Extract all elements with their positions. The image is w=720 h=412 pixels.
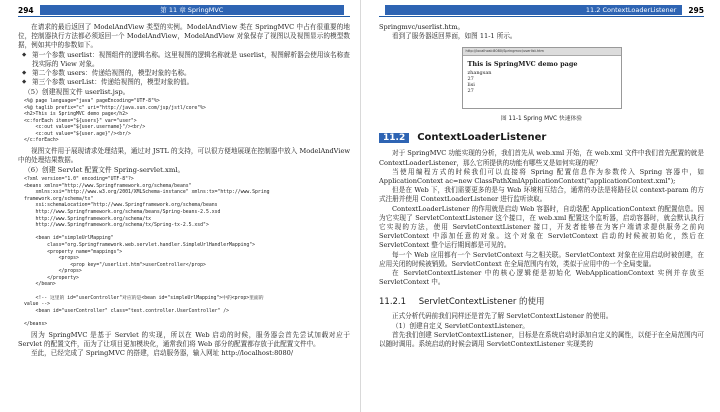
left-running-head (18, 4, 350, 17)
body-paragraph: （1）创建自定义 ServletContextListener。 (392, 321, 529, 330)
figure-caption: 图 11-1 Spring MVC 快速体验 (500, 116, 583, 123)
demo-line: 27 (467, 88, 474, 95)
body-paragraph: ContextLoaderListener 的作用就是启动 Web 容器时，自动装配 ApplicationContext 的配置信息。因为它实现了 ServletContextListener 这个接口，在 web.xml 配置这个监听器，启动容器时，就会默认执行它实现的方法，使用 ServletContextListener 接口，开发者能够在为客户端请求提供服务之前向 ServletContext 中添加任意的对象。这个对象在 ServletContext 启动的时候被初始化，然后在 ServletContext 整个运行期间都是可见的。 (379, 204, 704, 250)
browser-content (463, 56, 621, 108)
section-number: 11.2 (379, 133, 409, 143)
demo-page-title: This is SpringMVC demo page (467, 60, 578, 69)
left-chapter-title: 第 11 章 SpringMVC (40, 5, 344, 15)
view-paragraph: 视图文件用于展现请求处理结果，通过对 JSTL 的支持，可以很方便地展现在控制器中放入 ModelAndView 中的处理结果数据。 (18, 147, 350, 165)
demo-line: zhangsan (467, 70, 492, 77)
body-paragraph: 正式分析代码前我们同样还是首先了解 ServletContextListener 的使用。 (392, 312, 613, 321)
subsection-title: ServletContextListener 的使用 (418, 297, 545, 308)
browser-screenshot (462, 47, 622, 109)
subsection-number: 11.2.1 (379, 297, 407, 308)
right-running-head (379, 4, 704, 17)
body-paragraph: 每一个 Web 应用都有一个 ServletContext 与之相关联。ServletContext 对象在应用启动时被创建，在应用关闭的时候被销毁。ServletContext 在全局范围内有效，类似于应用中的一个全局变量。 (379, 250, 704, 268)
browser-address-bar: http://localhost:8080/Springmvc/userlist.htm (463, 48, 621, 56)
parameter-list (18, 51, 350, 88)
left-page-number: 294 (18, 5, 34, 15)
subsection-heading (379, 295, 704, 307)
intro-paragraph: 在请求的最后返回了 ModelAndView 类型的实例。ModelAndView 类在 SpringMVC 中占有很重要的地位，控制器执行方法都必须返回一个 ModelAndView，ModelAndView 对象保存了视图以及视图显示的模型数据，例如其中的参数如下。 (18, 23, 350, 50)
list-item: ◆ 第一个参数 userlist：视图组件的逻辑名称。这里视图的逻辑名称就是 userlist，视图解析器会使用该名称查找实际的 View 对象。 (32, 51, 350, 69)
list-item: ◆ 第二个参数 users：传递给视图的，模型对象的名称。 (32, 69, 350, 78)
body-paragraph: 在 ServletContextListener 中的核心逻辑便是初始化 WebApplicationContext 实例并存放至 ServletContext 中。 (379, 269, 704, 287)
step-6-heading: （6）创建 Servlet 配置文件 Spring-servlet.xml。 (24, 166, 185, 175)
right-page (360, 0, 720, 412)
figure-11-1 (462, 47, 622, 122)
body-paragraph: 但是在 Web 下，我们需要更多的是与 Web 环境相互结合，通常的办法是将路径以 context-param 的方式注册并使用 ContextLoaderListener 进行监听读取。 (379, 186, 704, 204)
body-paragraph: 当使用编程方式的时候我们可以直接将 Spring 配置信息作为参数传入 Spring 容器中，如 ApplicationContext ac=new ClassPathXmlApplicationContext("applicationContext.xml"); (379, 167, 704, 186)
demo-line: 27 (467, 76, 474, 83)
step-5-heading: （5）创建视图文件 userlist.jsp。 (24, 88, 130, 97)
demo-line: lisi (467, 82, 475, 89)
right-section-title: 11.2 ContextLoaderListener (385, 5, 682, 15)
body-paragraph: 首先我们创建 ServletContextListener，目标是在系统启动时添加自定义的属性，以便于在全局范围内可以随时调用。系统启动的时候会调用 ServletContextListener 实现类的 (379, 330, 704, 349)
body-paragraph: 对于 SpringMVC 功能实现的分析，我们首先从 web.xml 开始，在 web.xml 文件中我们首先配置的就是 ContextLoaderListener，那么它所提供的功能有哪些又是如何实现的呢？ (379, 149, 704, 167)
closing-paragraph: 至此，已经完成了 SpringMVC 的搭建，启动服务器，输入网址 http://localhost:8080/ (31, 349, 294, 358)
section-title: ContextLoaderListener (417, 132, 547, 144)
list-item: ◆ 第三个参数 userList：传递给视图的，模型对象的值。 (32, 78, 350, 87)
servlet-paragraph: 因为 SpringMVC 是基于 Servlet 的实现，所以在 Web 启动的时候，服务器会首先尝试加载对应于 Servlet 的配置文件，而为了让项目更加模块化，通常我们将 Web 部分的配置都存放于此配置文件中。 (18, 330, 350, 348)
jsp-code-block: <%@ page language="java" pageEncoding="UTF-8"%> <%@ taglib prefix="c" uri="http://java.sun.com/jsp/jstl/core"%> <h2>This is SpringMVC demo page</h2> <c:forEach items="${users}" var="user"> <c:out value="${user.username}"/><br/> <c:out value="${user.age}"/><br/> </c:forEach> (24, 98, 206, 144)
xml-code-block: <?xml version="1.0" encoding="UTF-8"?> <beans xmlns="http://www.Springframework.org/schema/beans" xmlns:xsi="http://www.w3.org/2001/XMLSchema-instance" xmlns:tx="http://www.Spring framework.org/schema/tx" xsi:schemaLocation="http://www.Springframework.org/schema/beans http://www.Springframework.org/schema/beans/Spring-beans-2.5.xsd http://www.Springframework.org/schema/tx http://www.Springframework.org/schema/tx/Spring-tx-2.5.xsd"> <bean id="simpleUrlMapping" class="org.Springframework.web.servlet.handler.SimpleUrlHandlerMapping"> <property name="mappings"> <props> <prop key="/userlist.htm">userController</prop> </props> </property> </bean> <!-- 这里的 id="userController"对应的是<bean id="simpleUrlMapping">中的<prop>里面的 value --> <bean id="userController" class="test.controller.UserController" /> </beans> (24, 176, 270, 328)
figure-reference: 看到了服务器返回界面，如图 11-1 所示。 (392, 32, 517, 41)
right-page-number: 295 (688, 5, 704, 15)
url-continuation: Springmvc/userlist.htm。 (379, 23, 465, 31)
section-heading (379, 132, 704, 143)
